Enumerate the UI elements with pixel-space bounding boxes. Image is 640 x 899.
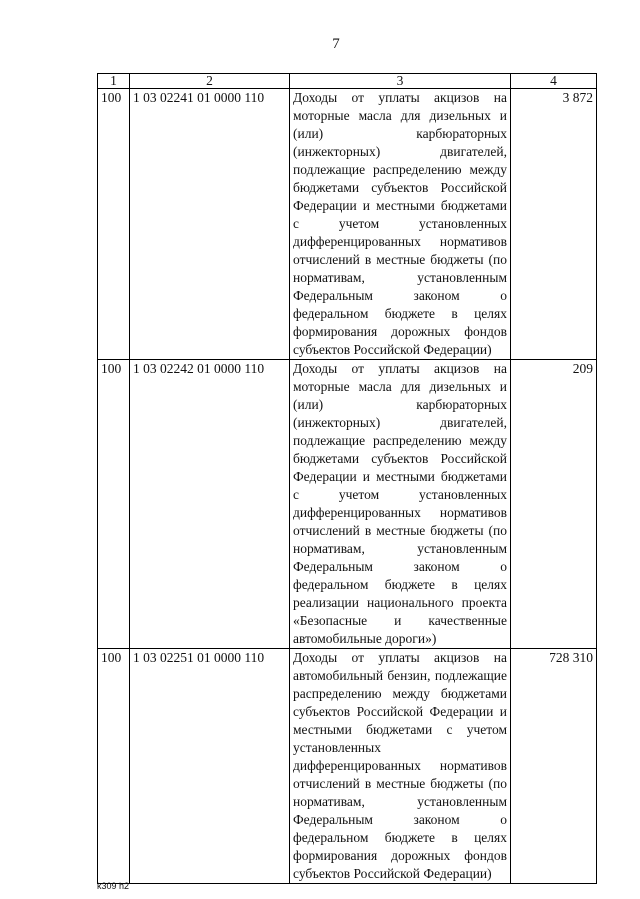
description-cell: Доходы от уплаты акцизов на моторные масла для дизельных и (или) карбюраторных (инжекторных) двигателей, подлежащие распределению между бюджетами субъектов Российской Федерации и местными бюджетами с учетом установленных дифференцированных нормативов отчислений в местные бюджеты (по нормативам, установленным Федеральным законом о федеральном бюджете в целях формирования дорожных фондов субъектов Российской Федерации): [290, 89, 511, 360]
column-header-2: 2: [130, 74, 290, 89]
amount-cell: 3 872: [511, 89, 597, 360]
column-header-4: 4: [511, 74, 597, 89]
admin-code-cell: 100: [98, 89, 130, 360]
page-number: 7: [332, 36, 340, 52]
table-row: [98, 360, 597, 649]
admin-code-cell: 100: [98, 360, 130, 649]
table-header-row: [98, 74, 597, 89]
budget-revenue-table: [97, 73, 597, 884]
document-footer-code: k309 h2: [97, 881, 130, 891]
budget-code-cell: 1 03 02251 01 0000 110: [130, 649, 290, 884]
amount-cell: 209: [511, 360, 597, 649]
admin-code-cell: 100: [98, 649, 130, 884]
budget-code-cell: 1 03 02242 01 0000 110: [130, 360, 290, 649]
budget-code-cell: 1 03 02241 01 0000 110: [130, 89, 290, 360]
description-cell: Доходы от уплаты акцизов на автомобильный бензин, подлежащие распределению между бюджетами субъектов Российской Федерации и местными бюджетами с учетом установленных дифференцированных нормативов отчислений в местные бюджеты (по нормативам, установленным Федеральным законом о федеральном бюджете в целях формирования дорожных фондов субъектов Российской Федерации): [290, 649, 511, 884]
table-row: [98, 89, 597, 360]
column-header-1: 1: [98, 74, 130, 89]
amount-cell: 728 310: [511, 649, 597, 884]
column-header-3: 3: [290, 74, 511, 89]
table-row: [98, 649, 597, 884]
description-cell: Доходы от уплаты акцизов на моторные масла для дизельных и (или) карбюраторных (инжекторных) двигателей, подлежащие распределению между бюджетами субъектов Российской Федерации и местными бюджетами с учетом установленных дифференцированных нормативов отчислений в местные бюджеты (по нормативам, установленным Федеральным законом о федеральном бюджете в целях реализации национального проекта «Безопасные и качественные автомобильные дороги»): [290, 360, 511, 649]
